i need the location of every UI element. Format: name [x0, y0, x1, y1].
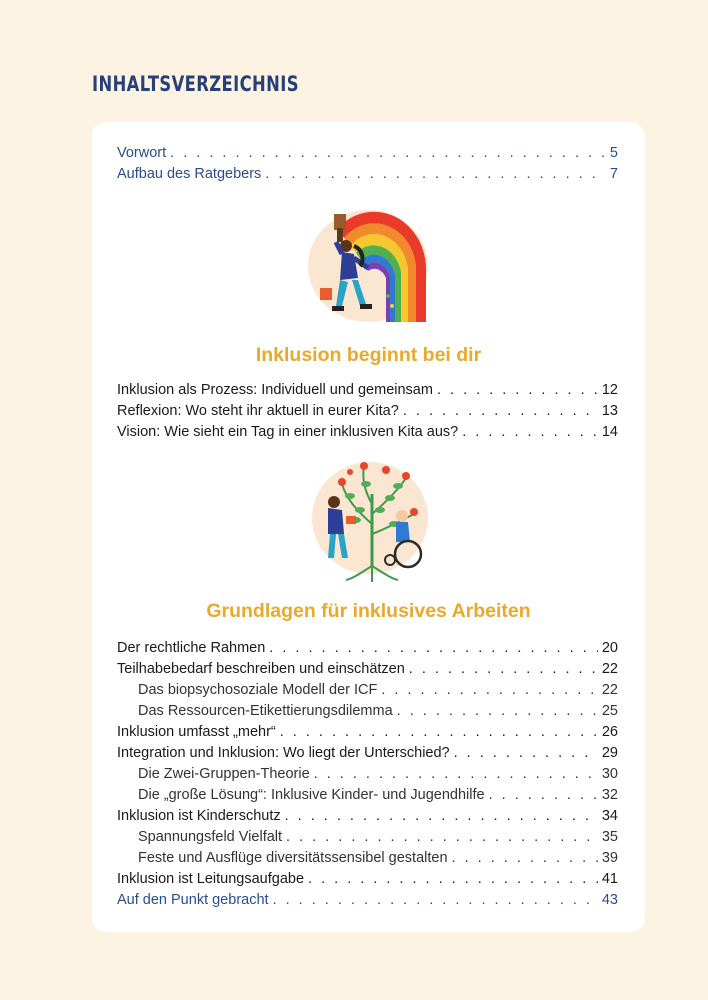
toc-subentry[interactable]: [138, 785, 618, 805]
section-heading: Grundlagen für inklusives Arbeiten: [206, 600, 531, 622]
toc-subentry[interactable]: [138, 848, 618, 868]
rainbow-painter-illustration: [306, 206, 432, 328]
toc-entry[interactable]: [117, 401, 618, 421]
toc-entry-page: 29: [601, 745, 618, 761]
toc-entry-page: 39: [601, 850, 618, 866]
dot-leader: [381, 680, 598, 700]
toc-entry-title: Vision: Wie sieht ein Tag in einer inklusiven Kita aus?: [117, 424, 459, 440]
toc-entry-page: 5: [609, 145, 618, 161]
toc-entry-title: Der rechtliche Rahmen: [117, 640, 266, 656]
toc-entry-title: Vorwort: [117, 145, 167, 161]
toc-entry-title: Die Zwei-Gruppen-Theorie: [138, 766, 310, 782]
toc-entry[interactable]: [117, 143, 618, 163]
toc-entry[interactable]: [117, 869, 618, 889]
dot-leader: [170, 143, 606, 163]
toc-subentry[interactable]: [138, 680, 618, 700]
dot-leader: [489, 785, 598, 805]
dot-leader: [286, 827, 598, 847]
toc-entry[interactable]: [117, 659, 618, 679]
toc-entry-page: 12: [601, 382, 618, 398]
page-title: INHALTSVERZEICHNIS: [92, 72, 299, 96]
toc-entry-title: Spannungsfeld Vielfalt: [138, 829, 283, 845]
dot-leader: [462, 422, 598, 442]
toc-subentry[interactable]: [138, 764, 618, 784]
toc-entry-title: Auf den Punkt gebracht: [117, 892, 269, 908]
toc-entry[interactable]: [117, 638, 618, 658]
toc-entry-title: Integration und Inklusion: Wo liegt der Unterschied?: [117, 745, 450, 761]
dot-leader: [308, 869, 598, 889]
toc-entry-title: Inklusion ist Kinderschutz: [117, 808, 281, 824]
toc-entry[interactable]: [117, 164, 618, 184]
toc-entry-title: Inklusion umfasst „mehr“: [117, 724, 276, 740]
toc-entry-page: 14: [601, 424, 618, 440]
dot-leader: [314, 764, 598, 784]
toc-entry-title: Inklusion ist Leitungsaufgabe: [117, 871, 305, 887]
toc-entry-page: 41: [601, 871, 618, 887]
toc-entry-page: 22: [601, 661, 618, 677]
dot-leader: [285, 806, 598, 826]
toc-entry-page: 32: [601, 787, 618, 803]
toc-entry-title: Das Ressourcen-Etikettierungsdilemma: [138, 703, 393, 719]
dot-leader: [397, 701, 598, 721]
toc-entry-page: 35: [601, 829, 618, 845]
toc-entry-page: 25: [601, 703, 618, 719]
toc-entry-page: 43: [601, 892, 618, 908]
toc-entry[interactable]: [117, 806, 618, 826]
toc-entry-page: 34: [601, 808, 618, 824]
dot-leader: [265, 164, 606, 184]
toc-entry-page: 20: [601, 640, 618, 656]
dot-leader: [403, 401, 598, 421]
toc-entry-title: Reflexion: Wo steht ihr aktuell in eurer Kita?: [117, 403, 399, 419]
toc-entry-title: Feste und Ausflüge diversitätssensibel gestalten: [138, 850, 448, 866]
toc-entry[interactable]: [117, 422, 618, 442]
dot-leader: [452, 848, 598, 868]
toc-entry-page: 30: [601, 766, 618, 782]
toc-card: [92, 122, 645, 932]
dot-leader: [273, 890, 598, 910]
toc-entry-title: Das biopsychosoziale Modell der ICF: [138, 682, 378, 698]
toc-entry-page: 7: [609, 166, 618, 182]
toc-entry[interactable]: [117, 722, 618, 742]
toc-entry-title: Die „große Lösung“: Inklusive Kinder- und Jugendhilfe: [138, 787, 485, 803]
toc-entry[interactable]: [117, 743, 618, 763]
toc-entry-title: Teilhabebedarf beschreiben und einschätzen: [117, 661, 405, 677]
toc-entry-page: 26: [601, 724, 618, 740]
plant-growing-illustration: [306, 454, 432, 584]
section-heading: Inklusion beginnt bei dir: [255, 344, 482, 366]
toc-entry[interactable]: [117, 890, 618, 910]
toc-subentry[interactable]: [138, 701, 618, 721]
dot-leader: [269, 638, 598, 658]
toc-entry-page: 13: [601, 403, 618, 419]
dot-leader: [280, 722, 598, 742]
toc-entry-page: 22: [601, 682, 618, 698]
dot-leader: [437, 380, 598, 400]
dot-leader: [409, 659, 598, 679]
toc-entry-title: Inklusion als Prozess: Individuell und gemeinsam: [117, 382, 433, 398]
toc-entry-title: Aufbau des Ratgebers: [117, 166, 262, 182]
dot-leader: [454, 743, 598, 763]
toc-subentry[interactable]: [138, 827, 618, 847]
toc-entry[interactable]: [117, 380, 618, 400]
